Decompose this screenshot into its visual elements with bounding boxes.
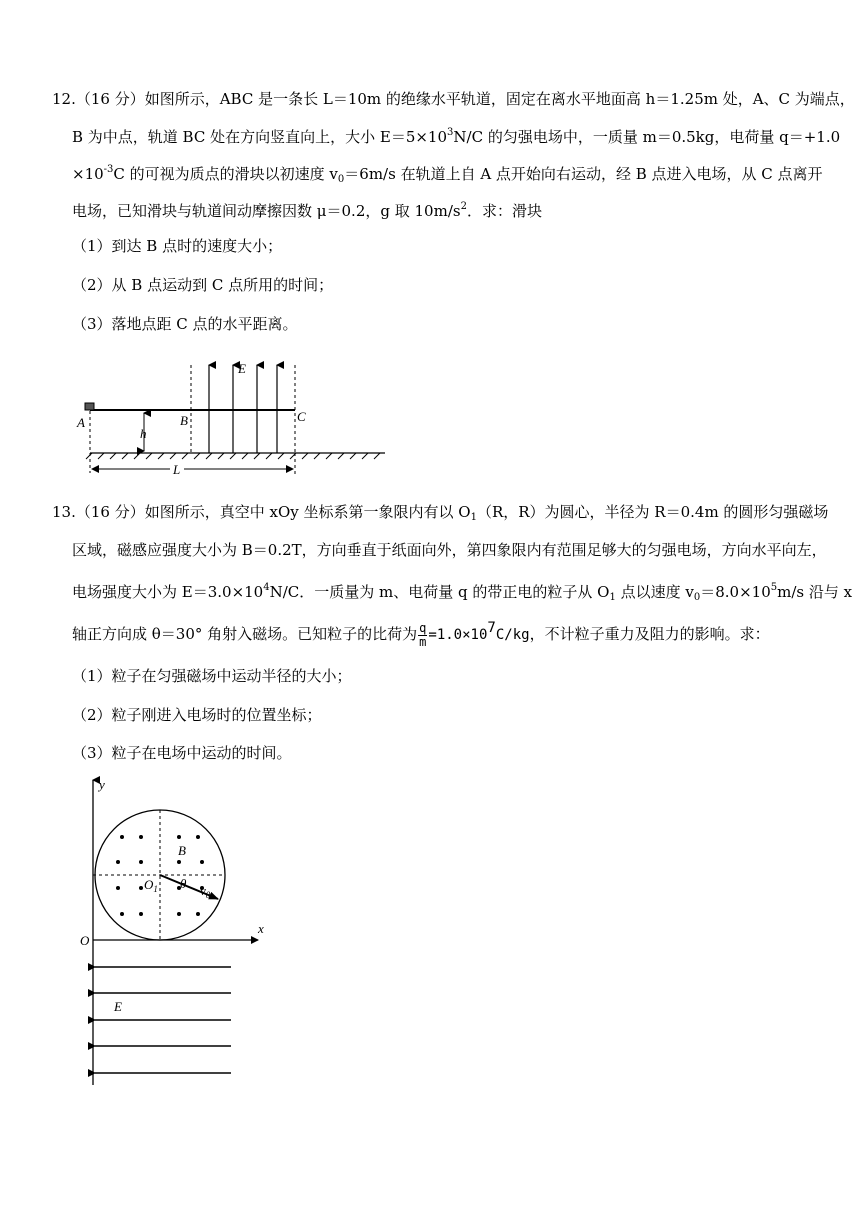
q13-text-3c: 点以速度 v [615, 583, 694, 601]
q12-score: （16 分） [75, 90, 145, 108]
q12-text-4b: ．求：滑块 [466, 202, 542, 220]
q12-text-3b: C 的可视为质点的滑块以初速度 v [113, 165, 338, 183]
q12-sup-3: -3 [103, 164, 114, 175]
q13-text-4a: 轴正方向成 θ＝30° 角射入磁场。已知粒子的比荷为 [72, 625, 418, 643]
fraction-numerator: q [419, 620, 427, 635]
q12-line-2 [72, 123, 840, 147]
q12-sub-3: 0 [337, 174, 345, 185]
q12-sup-4: 2 [460, 201, 467, 212]
q13-sup-3b: 5 [770, 582, 778, 593]
q12-text-2b: N/C 的匀强电场中，一质量 m＝0.5kg，电荷量 q＝+1.0 [453, 128, 841, 146]
q13-text-1a: 如图所示，真空中 xOy 坐标系第一象限内有以 O [144, 503, 471, 521]
q13-sub-3: 1 [609, 592, 616, 603]
label-h: h [140, 426, 147, 441]
q13-line-4 [72, 618, 770, 649]
q13-sup-3: 4 [263, 582, 270, 593]
q12-text-1: 如图所示，ABC 是一条长 L＝10m 的绝缘水平轨道，固定在离水平地面高 h＝1.25m 处，A、C 为端点， [144, 90, 855, 108]
q12-line-4 [72, 197, 542, 221]
q13-text-4c: C/kg [495, 627, 530, 643]
q13-text-4b: =1.0×10 [428, 627, 488, 643]
q12-text-4a: 电场，已知滑块与轨道间动摩擦因数 μ＝0.2，g 取 10m/s [72, 202, 461, 220]
label-v0: $v_0$ [200, 883, 211, 900]
q13-subquestion-1: （1）粒子在匀强磁场中运动半径的大小； [72, 667, 352, 685]
q12-text-2a: B 为中点，轨道 BC 处在方向竖直向上，大小 E＝5×10 [72, 128, 448, 146]
q13-subquestion-3: （3）粒子在电场中运动的时间。 [72, 744, 292, 762]
q12-subquestion-1: （1）到达 B 点时的速度大小； [72, 237, 283, 255]
q13-number: 13. [52, 503, 76, 521]
label-b: B [178, 843, 186, 858]
fraction-denominator: m [419, 634, 427, 649]
q12-sup-2: 3 [447, 127, 454, 138]
q13-text-3d: ＝8.0×10 [700, 583, 771, 601]
q12-figure [70, 355, 400, 480]
label-origin: O [80, 933, 90, 948]
charge-mass-ratio-fraction [418, 622, 427, 649]
q13-subquestion-2: （2）粒子刚进入电场时的位置坐标； [72, 706, 322, 724]
q12-text-3c: ＝6m/s 在轨道上自 A 点开始向右运动，经 B 点进入电场，从 C 点离开 [344, 165, 823, 183]
label-o1: $O_1$ [144, 877, 158, 894]
label-l: L [173, 462, 181, 477]
q13-sub-3b: 0 [693, 592, 701, 603]
q13-score: （16 分） [75, 503, 145, 521]
q13-figure [78, 775, 278, 1090]
q13-line-2: 区域，磁感应强度大小为 B＝0.2T，方向垂直于纸面向外，第四象限内有范围足够大的匀强电场，方向水平向左， [72, 541, 827, 559]
q12-subquestion-3: （3）落地点距 C 点的水平距离。 [72, 315, 298, 333]
q13-text-3a: 电场强度大小为 E＝3.0×10 [72, 583, 264, 601]
label-theta: θ [180, 876, 187, 891]
label-b: B [180, 413, 188, 428]
q13-sup-4: 7 [487, 620, 496, 636]
label-e: E [114, 999, 122, 1014]
q12-line-3 [72, 160, 823, 190]
q13-text-4d: ，不计粒子重力及阻力的影响。求： [529, 625, 770, 643]
q13-text-1b: （R，R）为圆心，半径为 R＝0.4m 的圆形匀强磁场 [476, 503, 829, 521]
slider-block [85, 403, 94, 410]
q13-line-3 [72, 578, 852, 608]
label-e: E [238, 361, 246, 376]
ground-hatching [86, 453, 380, 459]
q13-line-1 [52, 502, 828, 528]
q13-text-3e: m/s 沿与 x [777, 583, 853, 601]
q12-line-1 [52, 89, 855, 109]
q13-text-3b: N/C．一质量为 m、电荷量 q 的带正电的粒子从 O [269, 583, 610, 601]
q12-number: 12. [52, 90, 76, 108]
label-y: y [99, 777, 105, 792]
label-a: A [77, 415, 85, 430]
q12-subquestion-2: （2）从 B 点运动到 C 点所用的时间； [72, 276, 334, 294]
q12-text-3a: ×10 [72, 165, 104, 183]
label-c: C [297, 409, 306, 424]
q13-sub-1: 1 [470, 512, 477, 523]
label-x: x [258, 921, 264, 936]
